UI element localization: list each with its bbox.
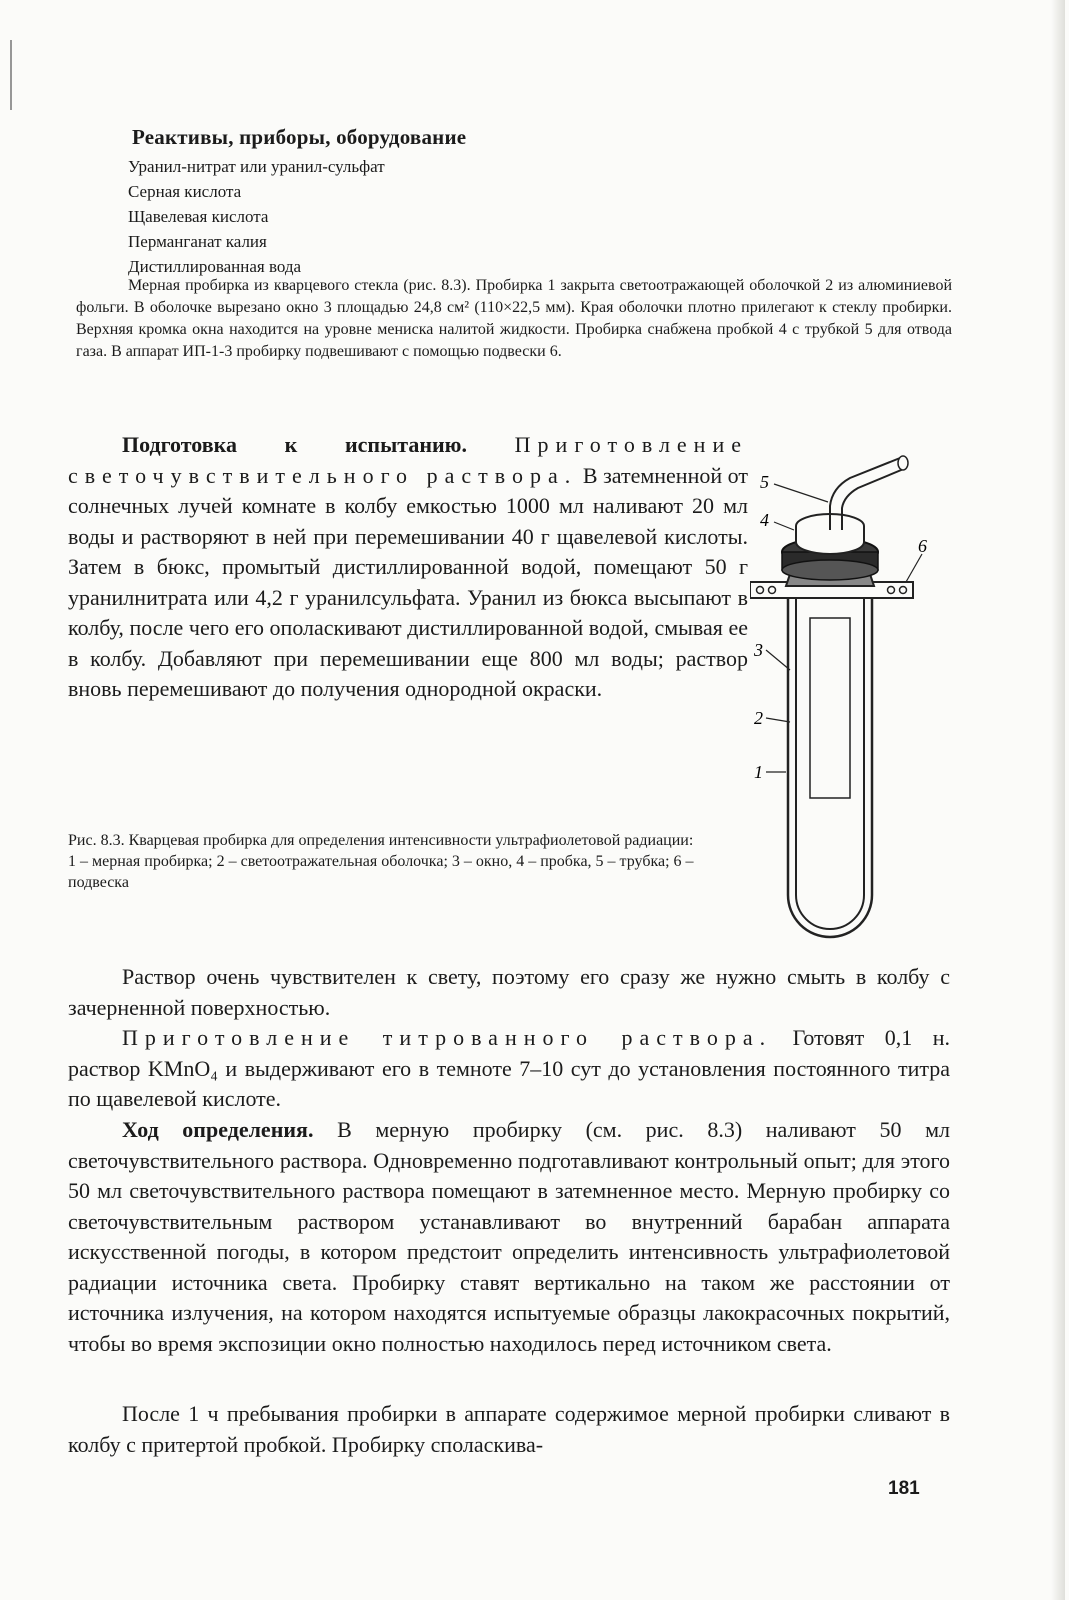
reagent-item: Щавелевая кислота <box>128 207 269 226</box>
label-6: 6 <box>918 536 927 556</box>
figure-caption <box>68 830 752 893</box>
label-5: 5 <box>760 472 769 492</box>
body-paragraph-4: После 1 ч пребывания пробирки в аппарате содержимое мерной пробирки сливают в колбу с притертой пробкой. Пробирку споласкива- <box>68 1401 950 1457</box>
label-2: 2 <box>754 708 763 728</box>
procedure-heading: Ход определения. <box>122 1117 314 1142</box>
procedure-text: В мерную пробирку (см. рис. 8.3) наливают 50 мл светочувствительного раствора. Одновременно подготавливают контрольный опыт; для этого 50 мл светочувствительного раствора помещают в затемненное место. Мерную пробирку со светочувствительным раствором устанавливают во внутренний барабан аппарата искусственной погоды, в котором предстоит определить интенсивность ультрафиолетовой радиации источника света. Пробирку ставят вертикально на таком же расстоянии от источника излучения, на котором находятся испытуемые образцы лакокрасочных покрытий, чтобы во время экспозиции окно полностью находилось перед источником света. <box>68 1117 950 1356</box>
body-paragraph-3 <box>68 1115 950 1359</box>
tube-description: Мерная пробирка из кварцевого стекла (рис. 8.3). Пробирка 1 закрыта светоотражающей оболочкой 2 из алюминиевой фольги. В оболочке вырезано окно 3 площадью 24,8 см² (110×22,5 мм). Края оболочки плотно прилегают к стеклу пробирки. Верхняя кромка окна находится на уровне мениска налитой жидкости. Пробирка снабжена пробкой 4 с трубкой 5 для отвода газа. В аппарат ИП-1-3 пробирку подвешивают с помощью подвески 6. <box>76 277 952 360</box>
reagents-heading: Реактивы, приборы, оборудование <box>132 125 467 149</box>
reagents-section <box>128 125 948 279</box>
body-paragraph-1: Раствор очень чувствителен к свету, поэтому его сразу же нужно смыть в колбу с зачерненной поверхностью. <box>68 964 950 1020</box>
preparation-paragraph <box>68 430 748 705</box>
page-edge-shadow <box>1051 0 1065 1600</box>
body-paragraph-2 <box>68 1023 950 1115</box>
label-4: 4 <box>760 510 769 530</box>
titrated-solution-text: Готовят 0,1 н. раствор KMnO₄ и выдерживают его в темноте 7–10 сут до установления постоянного титра по щавелевой кислоте. <box>68 1025 951 1111</box>
tube-inner <box>796 590 864 929</box>
reagent-item: Перманганат калия <box>128 232 267 251</box>
label-1: 1 <box>754 762 763 782</box>
quartz-tube-figure <box>750 450 980 940</box>
page-edge-mark <box>10 40 12 110</box>
reagent-item: Уранил-нитрат или уранил-сульфат <box>128 157 385 176</box>
page-number: 181 <box>888 1478 920 1499</box>
caption-legend: 1 – мерная пробирка; 2 – светоотражательная оболочка; 3 – окно, 4 – пробка, 5 – трубка; 6 – подвеска <box>68 853 694 891</box>
preparation-heading: Подготовка к испытанию. <box>122 432 467 457</box>
reagent-item: Дистиллированная вода <box>128 257 302 276</box>
caption-title: Рис. 8.3. Кварцевая пробирка для определения интенсивности ультрафиолетовой радиации: <box>68 832 694 849</box>
titrated-solution-heading: Приготовление титрованного раствора. <box>122 1025 773 1050</box>
preparation-subheading: Приготовление светочувствительного раствора. <box>68 432 748 488</box>
preparation-text: В затемненной от солнечных лучей комнате в колбу емкостью 1000 мл наливают 20 мл воды и растворяют в ней при перемешивании 40 г щавелевой кислоты. Затем в бюкс, промытый дистиллированной водой, помещают 50 г уранилнитрата или 4,2 г уранилсульфата. Уранил из бюкса высыпают в колбу, после чего его ополаскивают дистиллированной водой, смывая ее в колбу. Добавляют при перемешивании еще 800 мл воды; раствор вновь перемешивают до получения однородной окраски. <box>68 462 748 701</box>
tube-outer <box>788 590 872 937</box>
label-3: 3 <box>754 640 763 660</box>
tube-window <box>810 618 850 798</box>
reagent-item: Серная кислота <box>128 182 242 201</box>
